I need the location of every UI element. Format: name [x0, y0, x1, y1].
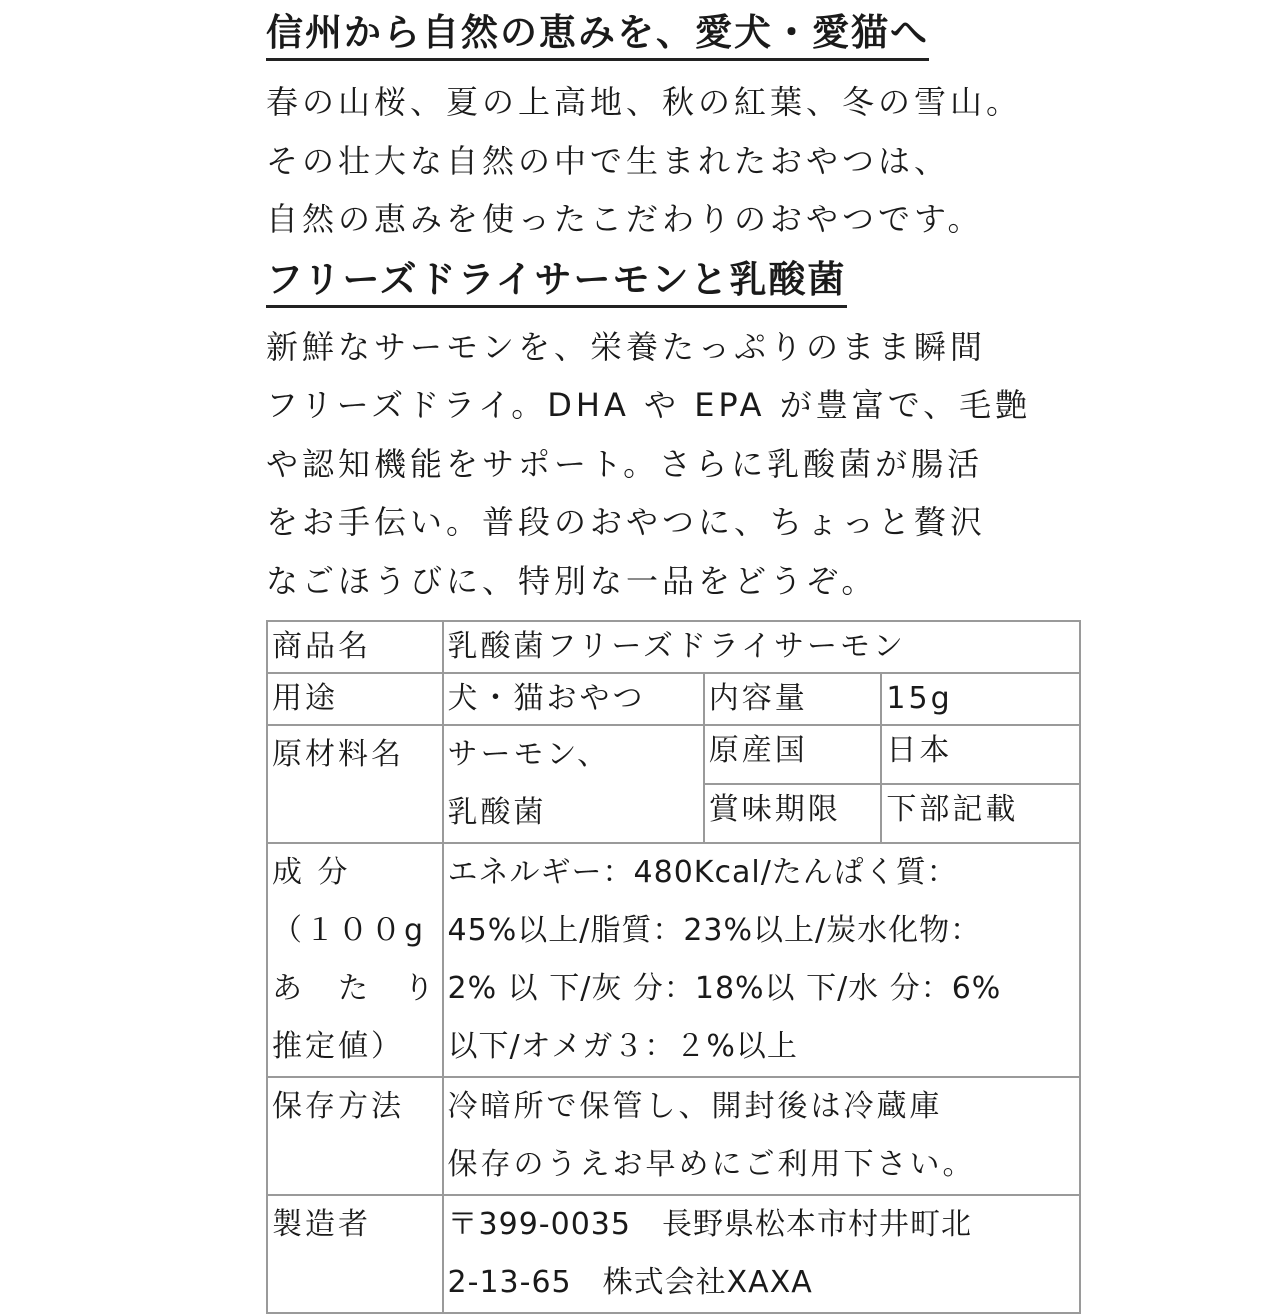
use-label: 用途: [267, 673, 443, 725]
intro-line: 春の山桜、夏の上高地、秋の紅葉、冬の雪山。: [266, 83, 1023, 121]
product-paragraph: [266, 318, 1082, 611]
table-row: [267, 725, 1080, 784]
expiry-value: 下部記載: [881, 784, 1080, 843]
product-line: 新鮮なサーモンを、栄養たっぷりのまま瞬間: [266, 327, 987, 366]
ingredients-line: 乳酸菌: [447, 795, 547, 830]
product-line: をお手伝い。普段のおやつに、ちょっと贅沢: [266, 503, 987, 541]
document-body: [266, 10, 1082, 610]
maker-label: 製造者: [267, 1195, 443, 1313]
content-label: 内容量: [704, 673, 882, 725]
table-row: [267, 621, 1080, 673]
nutrition-label-line: 成 分: [272, 855, 351, 890]
ingredients-line: サーモン、: [447, 737, 611, 772]
origin-value: 日本: [881, 725, 1080, 784]
nutrition-label-line: 推定値）: [272, 1029, 404, 1064]
nutrition-line: エネルギー：480Kcal/たんぱく質：: [447, 855, 958, 890]
storage-line: 保存のうえお早めにご利用下さい。: [447, 1147, 976, 1182]
product-section: [266, 257, 1082, 611]
intro-line: その壮大な自然の中で生まれたおやつは、: [266, 141, 951, 180]
origin-label: 原産国: [704, 725, 882, 784]
nutrition-value: [443, 843, 1080, 1077]
expiry-label: 賞味期限: [704, 784, 882, 843]
nutrition-line: 以下/オメガ３：２%以上: [447, 1029, 798, 1064]
storage-value: [443, 1077, 1080, 1195]
ingredients-label: 原材料名: [267, 725, 443, 843]
nutrition-line: 2% 以 下/灰 分：18%以 下/水 分：6%: [447, 971, 1002, 1006]
intro-line: 自然の恵みを使ったこだわりのおやつです。: [266, 200, 984, 238]
use-value: 犬・猫おやつ: [443, 673, 704, 725]
table-row: [267, 843, 1080, 1077]
table-row: [267, 1195, 1080, 1313]
nutrition-label-line: あ た り: [272, 971, 437, 1006]
maker-value: [443, 1195, 1080, 1313]
table-row: [267, 1077, 1080, 1195]
maker-line: 〒399-0035 長野県松本市村井町北: [447, 1207, 972, 1242]
maker-line: 2-13-65 株式会社XAXA: [447, 1265, 813, 1300]
intro-paragraph: [266, 73, 1082, 249]
product-line: フリーズドライ。DHA や EPA が豊富で、毛艶: [266, 386, 1032, 424]
product-line: や認知機能をサポート。さらに乳酸菌が腸活: [266, 444, 984, 483]
product-name-label: 商品名: [267, 621, 443, 673]
nutrition-label-line: （１００g: [272, 913, 427, 948]
product-heading: フリーズドライサーモンと乳酸菌: [266, 257, 847, 308]
product-name-value: 乳酸菌フリーズドライサーモン: [443, 621, 1080, 673]
intro-heading: 信州から自然の恵みを、愛犬・愛猫へ: [266, 10, 929, 61]
content-value: 15g: [881, 673, 1080, 725]
spec-table: [266, 620, 1081, 1314]
storage-line: 冷暗所で保管し、開封後は冷蔵庫: [447, 1089, 943, 1124]
product-line: なごほうびに、特別な一品をどうぞ。: [266, 561, 878, 600]
intro-section: [266, 10, 1082, 249]
ingredients-value: [443, 725, 704, 843]
table-row: [267, 673, 1080, 725]
nutrition-line: 45%以上/脂質：23%以上/炭水化物：: [447, 913, 982, 948]
storage-label: 保存方法: [267, 1077, 443, 1195]
nutrition-label: [267, 843, 443, 1077]
